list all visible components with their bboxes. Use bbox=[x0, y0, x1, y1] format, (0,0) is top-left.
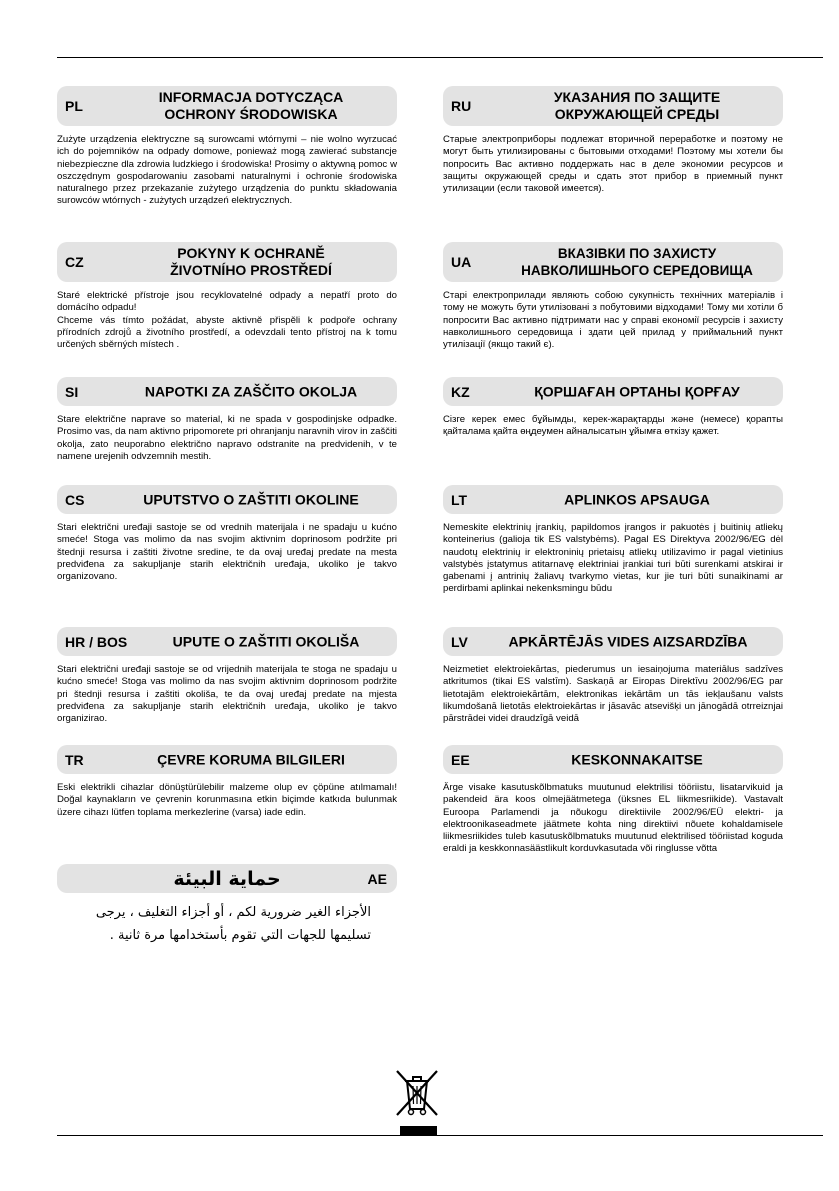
section-title: ҚОРШАҒАН ОРТАНЫ ҚОРҒАУ bbox=[534, 383, 740, 399]
section-text: Staré elektrické přístroje jsou recyklovatelné odpady a nepatří proto do domácího odpadu! Chceme vás tímto požádat, abyste aktivně přispěli k podpoře ochrany přírodních zdrojů a životního prostředí, a odevzdali tento přístroj na k tomu určených sběrných místech . bbox=[57, 290, 397, 351]
lang-code: HR / BOS bbox=[65, 633, 128, 650]
section-ae bbox=[57, 864, 397, 947]
section-title: APLINKOS APSAUGA bbox=[564, 491, 710, 507]
section-si bbox=[57, 377, 397, 463]
section-cz bbox=[57, 242, 397, 351]
section-text: Ärge visake kasutuskõlbmatuks muutunud elektrilisi tööriistu, lisatarvikuid ja pakendeid ära koos olmejäätmetega (üksnes EL liikmesriikide). Vastavalt Euroopa Parlamendi ja nõukogu direktiivile 2002/96/EÜ elektri- ja elektroonikaseadmete jäätmete kohta ning direktiivi nõuete kohaldamisele liikmesriikides tuleb kasutuskõlbmatuks muutunud elektrilised tööriistad koguda eraldi ja keskkonnasäästlikult korduvkasutada või ringlusse võtta bbox=[443, 782, 783, 855]
section-header bbox=[57, 377, 397, 406]
section-title: ВКАЗІВКИ ПО ЗАХИСТУ НАВКОЛИШНЬОГО СЕРЕДОВИЩА bbox=[521, 246, 753, 278]
lang-code: AE bbox=[367, 870, 387, 887]
section-text: Stare električne naprave so material, ki ne spada v gospodinjske odpadke. Prosimo vas, da nam aktivno pripomorete pri ohranjanju naravnih virov in zaščiti okolja, zato neuporabno električno napravo odstranite na predvidenih, v te namene urejenih odvzemnih mestih. bbox=[57, 414, 397, 462]
section-text: Старые электроприборы подлежат вторичной переработке и поэтому не могут быть утилизированы с бытовыми отходами! Поэтому мы хотели бы попросить Вас активно поддержать нас в деле экономии ресурсов и защиты окружающей среды и сдать этот прибор в приемный пункт утилизации (если таковой имеется). bbox=[443, 134, 783, 195]
section-text: الأجزاء الغير ضرورية لكم ، أو أجزاء التغليف ، يرجى تسليمها للجهات التي تقوم بأستخدامها مرة ثانية . bbox=[95, 905, 371, 943]
section-lt bbox=[443, 485, 783, 596]
section-lv bbox=[443, 627, 783, 725]
section-cs bbox=[57, 485, 397, 583]
section-kz bbox=[443, 377, 783, 439]
section-header bbox=[443, 377, 783, 406]
lang-code: LV bbox=[451, 633, 468, 650]
bottom-rule bbox=[57, 1135, 823, 1136]
section-ru bbox=[443, 86, 783, 195]
section-header bbox=[443, 745, 783, 774]
section-ua bbox=[443, 242, 783, 351]
section-header bbox=[57, 86, 397, 126]
section-header bbox=[57, 627, 397, 656]
lang-code: CS bbox=[65, 491, 85, 508]
section-text: Старі електроприлади являють собою сукупність технічних матеріалів і тому не можуть бути утилізовані з побутовими відходами! Тому ми хотіли б попросити Вас активно підтримати нас у справі економії ресурсів і захисту навколишнього середовища і здати цей прилад у приймальний пункт утилізації (якщо такий є). bbox=[443, 290, 783, 351]
section-title: UPUTE O ZAŠTITI OKOLIŠA bbox=[172, 633, 360, 649]
section-header bbox=[57, 242, 397, 282]
lang-code: TR bbox=[65, 751, 84, 768]
section-text: Nemeskite elektrinių įrankių, papildomos įrangos ir pakuotės į buitinių atliekų konteinerius (galioja tik ES valstybėms). Pagal ES Direktyva 2002/96/EG dėl naudotų elektrinių ir elektroninių prietaisų atliekų utilizavimo ir pagal vietinius valstybės įstatymus atitarnavę elektriniai įrankiai turi būti surenkami atskirai ir gabenami į antrinių žaliavų tvarkymo vietas, kur jie turi būti sunaikinami ar perdirbami aplinkai nekenksmingu būdu bbox=[443, 522, 783, 595]
section-header bbox=[443, 86, 783, 126]
lang-code: RU bbox=[451, 98, 472, 114]
section-text: Stari električni uređaji sastoje se od vrijednih materijala te stoga ne spadaju u kućno smeće! Stoga vas molimo da nas svojim aktivnim doprinosom podržite pri štednji resursa i zaštiti okoliša, te da ovaj uređaj predate na mjesta predviđena za sakupljanje starih električnih uređaja, ukoliko je takvo organizirao. bbox=[57, 664, 397, 725]
section-header bbox=[57, 745, 397, 774]
section-tr bbox=[57, 745, 397, 819]
section-title: APKĀRTĒJĀS VIDES AIZSARDZĪBA bbox=[508, 633, 748, 649]
section-text: Stari električni uređaji sastoje se od vrednih materijala i ne spadaju u kućno smeće! Stoga vas molimo da nas svojim aktivnim doprinosom podržite pri štednji resursa i zaštiti životne sredine, te da ovaj uređaj predate na mesta predviđena za sakupljanje starih električnih uređaja, ukoliko je takvo organizovano. bbox=[57, 522, 397, 583]
section-ee bbox=[443, 745, 783, 856]
section-header bbox=[443, 627, 783, 656]
section-title: УКАЗАНИЯ ПО ЗАЩИТЕ ОКРУЖАЮЩЕЙ СРЕДЫ bbox=[553, 89, 721, 122]
section-title: ÇEVRE KORUMA BILGILERI bbox=[157, 751, 345, 767]
lang-code: PL bbox=[65, 98, 83, 114]
section-pl bbox=[57, 86, 397, 208]
section-text: Neizmetiet elektroiekārtas, piederumus un iesaiņojuma materiālus sadzīves atkritumos (tikai ES valstīm). Saskaņā ar Eiropas Direktīvu 2002/96/EG par lietotajām elektroiekārtām, elektronikas iekārtām un tās iekļaušanu valsts likumdošanā lietotās elektroiekārtas ir jāsavāc atsevišķi un jānogādā otrreiznjai pārstrādei videi draudzīgā veidā bbox=[443, 664, 783, 725]
section-title: حماية البيئة bbox=[173, 867, 281, 890]
lang-code: EE bbox=[451, 751, 470, 768]
section-title: INFORMACJA DOTYCZĄCA OCHRONY ŚRODOWISKA bbox=[158, 89, 344, 122]
top-rule bbox=[57, 57, 823, 58]
section-text: Сізге керек емес бұйымды, керек-жарақтарды және (немесе) қорапты қайталама қайта өңдеумен айналысатын ұйымға өткізу қажет. bbox=[443, 414, 783, 438]
section-title: UPUTSTVO O ZAŠTITI OKOLINE bbox=[143, 491, 359, 507]
section-title: NAPOTKI ZA ZAŠČITO OKOLJA bbox=[144, 383, 358, 399]
lang-code: UA bbox=[451, 254, 472, 270]
section-text: Zużyte urządzenia elektryczne są surowcami wtórnymi – nie wolno wyrzucać ich do pojemników na odpady domowe, ponieważ mogą zawierać substancje niebezpieczne dla zdrowia ludzkiego i środowiska! Prosimy o aktywną pomoc w oszczędnym gospodarowaniu zasobami naturalnymi i ochronie środowiska naturalnego przez przekazanie zużytego urządzenia do punktu składowania surowców wtórnych - zużytych urządzeń elektrycznych. bbox=[57, 134, 397, 207]
section-hr-bos bbox=[57, 627, 397, 725]
section-header bbox=[57, 485, 397, 514]
lang-code: KZ bbox=[451, 383, 470, 400]
lang-code: LT bbox=[451, 491, 468, 508]
section-header bbox=[443, 242, 783, 282]
section-title: POKYNY K OCHRANĚ ŽIVOTNÍHO PROSTŘEDÍ bbox=[170, 245, 332, 278]
section-header bbox=[443, 485, 783, 514]
crossed-out-bin-icon bbox=[393, 1067, 441, 1119]
section-title: KESKONNAKAITSE bbox=[571, 751, 703, 767]
section-header bbox=[57, 864, 397, 893]
section-text: Eski elektrikli cihazlar dönüştürülebilir malzeme olup ev çöpüne atılmamalı! Doğal kaynakların ve çevrenin korunmasına etkin biçimde katkıda bulunmak üzere cihazı lütfen toplama merkezlerine (varsa) iade edin. bbox=[57, 782, 397, 818]
lang-code: CZ bbox=[65, 254, 84, 270]
lang-code: SI bbox=[65, 383, 79, 400]
